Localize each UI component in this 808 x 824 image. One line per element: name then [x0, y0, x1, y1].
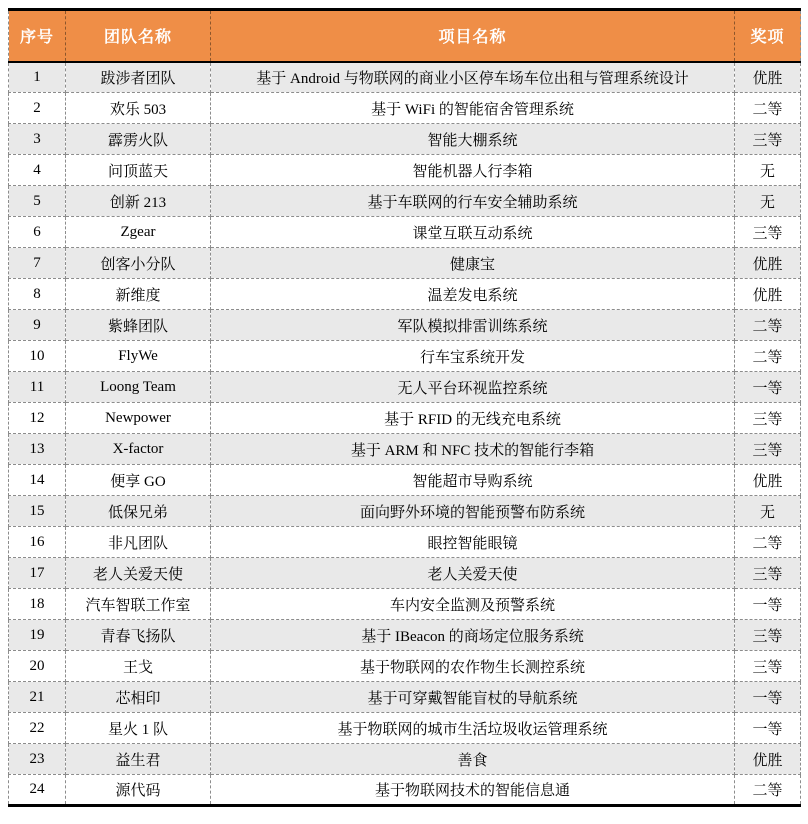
cell-project-name: 基于 RFID 的无线充电系统 [211, 403, 735, 434]
table-row [9, 589, 801, 620]
cell-index: 11 [9, 372, 66, 403]
cell-project-name: 车内安全监测及预警系统 [211, 589, 735, 620]
cell-award: 一等 [735, 589, 801, 620]
table-row [9, 248, 801, 279]
cell-team-name: X-factor [66, 434, 211, 465]
cell-project-name: 基于 Android 与物联网的商业小区停车场车位出租与管理系统设计 [211, 62, 735, 93]
table-row [9, 620, 801, 651]
table-row [9, 558, 801, 589]
cell-award: 一等 [735, 682, 801, 713]
header-row [9, 10, 801, 62]
cell-index: 7 [9, 248, 66, 279]
cell-project-name: 基于 WiFi 的智能宿舍管理系统 [211, 93, 735, 124]
cell-project-name: 基于车联网的行车安全辅助系统 [211, 186, 735, 217]
table-row [9, 310, 801, 341]
cell-award: 三等 [735, 558, 801, 589]
table-row [9, 124, 801, 155]
cell-team-name: 创新 213 [66, 186, 211, 217]
cell-project-name: 基于物联网的农作物生长测控系统 [211, 651, 735, 682]
table-row [9, 465, 801, 496]
cell-project-name: 基于物联网技术的智能信息通 [211, 775, 735, 806]
table-row [9, 62, 801, 93]
cell-award: 二等 [735, 341, 801, 372]
cell-award: 二等 [735, 775, 801, 806]
cell-project-name: 健康宝 [211, 248, 735, 279]
cell-award: 二等 [735, 93, 801, 124]
cell-team-name: 益生君 [66, 744, 211, 775]
cell-award: 一等 [735, 713, 801, 744]
awards-table [8, 8, 801, 807]
cell-index: 4 [9, 155, 66, 186]
table-row [9, 682, 801, 713]
cell-award: 优胜 [735, 465, 801, 496]
cell-team-name: 王戈 [66, 651, 211, 682]
table-row [9, 496, 801, 527]
cell-project-name: 眼控智能眼镜 [211, 527, 735, 558]
cell-index: 3 [9, 124, 66, 155]
cell-index: 1 [9, 62, 66, 93]
cell-index: 20 [9, 651, 66, 682]
cell-index: 2 [9, 93, 66, 124]
cell-index: 14 [9, 465, 66, 496]
cell-team-name: 问顶蓝天 [66, 155, 211, 186]
cell-project-name: 基于物联网的城市生活垃圾收运管理系统 [211, 713, 735, 744]
cell-team-name: 创客小分队 [66, 248, 211, 279]
cell-team-name: 新维度 [66, 279, 211, 310]
cell-index: 16 [9, 527, 66, 558]
cell-project-name: 基于 IBeacon 的商场定位服务系统 [211, 620, 735, 651]
cell-award: 优胜 [735, 279, 801, 310]
cell-index: 13 [9, 434, 66, 465]
cell-project-name: 基于可穿戴智能盲杖的导航系统 [211, 682, 735, 713]
cell-team-name: 非凡团队 [66, 527, 211, 558]
cell-project-name: 无人平台环视监控系统 [211, 372, 735, 403]
cell-index: 9 [9, 310, 66, 341]
cell-project-name: 课堂互联互动系统 [211, 217, 735, 248]
cell-award: 一等 [735, 372, 801, 403]
cell-award: 三等 [735, 217, 801, 248]
cell-award: 二等 [735, 527, 801, 558]
cell-award: 三等 [735, 651, 801, 682]
cell-index: 10 [9, 341, 66, 372]
cell-project-name: 智能机器人行李箱 [211, 155, 735, 186]
cell-team-name: 芯相印 [66, 682, 211, 713]
cell-award: 优胜 [735, 248, 801, 279]
cell-award: 无 [735, 155, 801, 186]
cell-index: 15 [9, 496, 66, 527]
cell-team-name: 低保兄弟 [66, 496, 211, 527]
cell-team-name: 跋涉者团队 [66, 62, 211, 93]
table-row [9, 775, 801, 806]
cell-project-name: 行车宝系统开发 [211, 341, 735, 372]
table-row [9, 217, 801, 248]
cell-index: 19 [9, 620, 66, 651]
table-row [9, 279, 801, 310]
cell-team-name: Newpower [66, 403, 211, 434]
table-body [9, 62, 801, 806]
table-header [9, 10, 801, 62]
cell-index: 5 [9, 186, 66, 217]
cell-project-name: 温差发电系统 [211, 279, 735, 310]
cell-index: 23 [9, 744, 66, 775]
col-header-project: 项目名称 [211, 10, 735, 62]
cell-index: 21 [9, 682, 66, 713]
cell-team-name: Loong Team [66, 372, 211, 403]
table-row [9, 434, 801, 465]
cell-project-name: 智能超市导购系统 [211, 465, 735, 496]
cell-project-name: 老人关爱天使 [211, 558, 735, 589]
cell-award: 三等 [735, 434, 801, 465]
table-row [9, 527, 801, 558]
table-row [9, 403, 801, 434]
cell-team-name: 星火 1 队 [66, 713, 211, 744]
cell-team-name: Zgear [66, 217, 211, 248]
cell-project-name: 面向野外环境的智能预警布防系统 [211, 496, 735, 527]
cell-award: 无 [735, 186, 801, 217]
cell-project-name: 智能大棚系统 [211, 124, 735, 155]
cell-award: 三等 [735, 620, 801, 651]
table-row [9, 155, 801, 186]
col-header-index: 序号 [9, 10, 66, 62]
cell-index: 18 [9, 589, 66, 620]
cell-award: 无 [735, 496, 801, 527]
cell-team-name: 老人关爱天使 [66, 558, 211, 589]
cell-award: 三等 [735, 124, 801, 155]
table-row [9, 186, 801, 217]
cell-team-name: 青春飞扬队 [66, 620, 211, 651]
cell-team-name: 便享 GO [66, 465, 211, 496]
cell-index: 24 [9, 775, 66, 806]
cell-award: 三等 [735, 403, 801, 434]
cell-index: 8 [9, 279, 66, 310]
cell-project-name: 军队模拟排雷训练系统 [211, 310, 735, 341]
cell-award: 二等 [735, 310, 801, 341]
cell-index: 22 [9, 713, 66, 744]
cell-index: 17 [9, 558, 66, 589]
cell-award: 优胜 [735, 744, 801, 775]
cell-index: 12 [9, 403, 66, 434]
cell-team-name: FlyWe [66, 341, 211, 372]
table-row [9, 744, 801, 775]
cell-team-name: 欢乐 503 [66, 93, 211, 124]
cell-team-name: 源代码 [66, 775, 211, 806]
cell-team-name: 霹雳火队 [66, 124, 211, 155]
col-header-team: 团队名称 [66, 10, 211, 62]
cell-award: 优胜 [735, 62, 801, 93]
table-row [9, 341, 801, 372]
table-row [9, 93, 801, 124]
cell-project-name: 基于 ARM 和 NFC 技术的智能行李箱 [211, 434, 735, 465]
table-row [9, 372, 801, 403]
col-header-award: 奖项 [735, 10, 801, 62]
cell-team-name: 紫蜂团队 [66, 310, 211, 341]
cell-team-name: 汽车智联工作室 [66, 589, 211, 620]
table-row [9, 713, 801, 744]
cell-index: 6 [9, 217, 66, 248]
table-row [9, 651, 801, 682]
cell-project-name: 善食 [211, 744, 735, 775]
